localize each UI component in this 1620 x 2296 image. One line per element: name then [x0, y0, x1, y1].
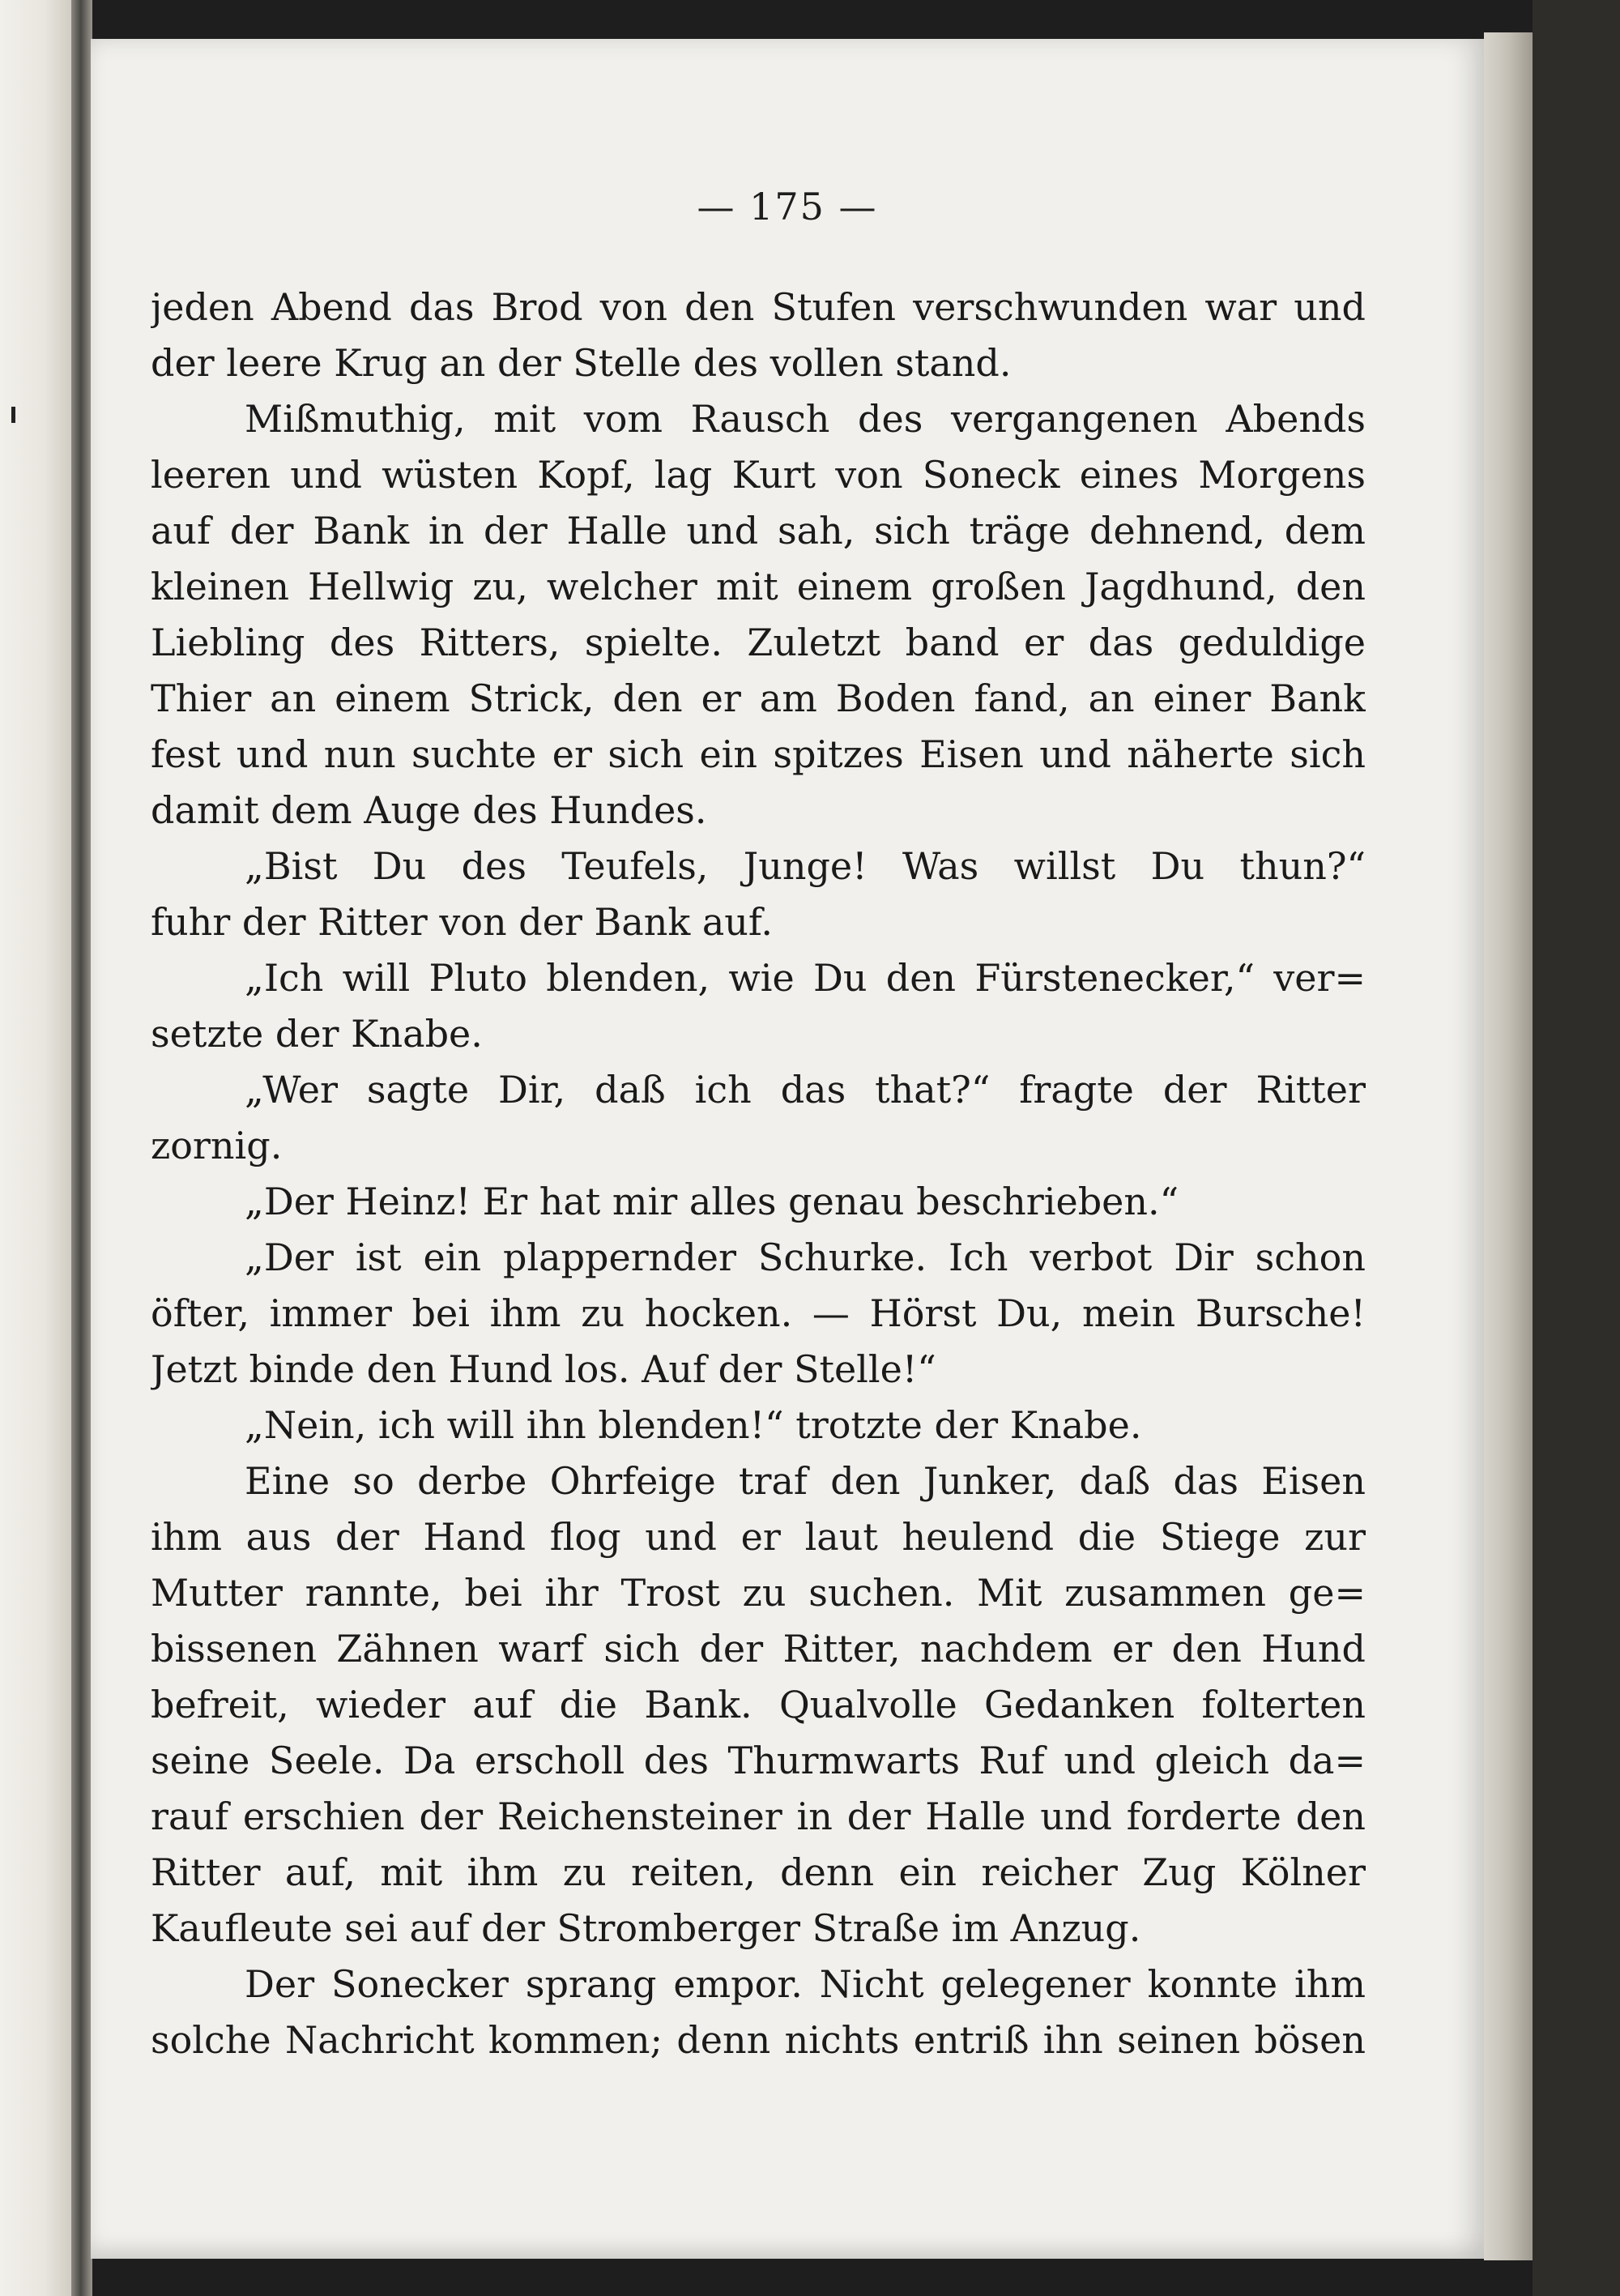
- text-line: der leere Krug an der Stelle des vollen stand.: [151, 341, 1012, 385]
- text-line: Jetzt binde den Hund los. Auf der Stelle!“: [151, 1347, 936, 1391]
- text-line: „Ich will Pluto blenden, wie Du den Fürstenecker,“ ver=: [245, 956, 1366, 1000]
- book-cover-edge: [1533, 0, 1620, 2296]
- text-line: „Nein, ich will ihn blenden!“ trotzte der Knabe.: [245, 1403, 1142, 1447]
- text-line: Eine so derbe Ohrfeige traf den Junker, daß das Eisen: [245, 1459, 1366, 1503]
- text-line: „Der Heinz! Er hat mir alles genau beschrieben.“: [245, 1180, 1179, 1223]
- text-line: jeden Abend das Brod von den Stufen verschwunden war und: [151, 285, 1366, 329]
- text-line: zornig.: [151, 1124, 283, 1167]
- text-line: rauf erschien der Reichensteiner in der Halle und forderte den: [151, 1795, 1366, 1838]
- text-line: „Der ist ein plappernder Schurke. Ich verbot Dir schon: [245, 1235, 1366, 1279]
- text-line: Mutter rannte, bei ihr Trost zu suchen. Mit zusammen ge=: [151, 1571, 1366, 1615]
- left-page-edge: [0, 0, 73, 2296]
- text-line: auf der Bank in der Halle und sah, sich träge dehnend, dem: [151, 509, 1366, 553]
- text-line: Liebling des Ritters, spielte. Zuletzt band er das geduldige: [151, 621, 1366, 664]
- text-line: Der Sonecker sprang empor. Nicht gelegener konnte ihm: [245, 1962, 1366, 2006]
- text-line: Ritter auf, mit ihm zu reiten, denn ein reicher Zug Kölner: [151, 1850, 1366, 1894]
- page-number: — 175 —: [697, 185, 878, 228]
- text-line: „Wer sagte Dir, daß ich das that?“ fragte der Ritter: [245, 1068, 1366, 1112]
- text-line: seine Seele. Da erscholl des Thurmwarts Ruf und gleich da=: [151, 1739, 1366, 1782]
- text-line: Thier an einem Strick, den er am Boden fand, an einer Bank: [151, 676, 1366, 720]
- text-line: setzte der Knabe.: [151, 1012, 483, 1056]
- text-line: „Bist Du des Teufels, Junge! Was willst Du thun?“: [245, 844, 1366, 888]
- text-line: ihm aus der Hand flog und er laut heulend die Stiege zur: [151, 1515, 1366, 1559]
- text-line: fest und nun suchte er sich ein spitzes Eisen und näherte sich: [151, 732, 1366, 776]
- text-line: befreit, wieder auf die Bank. Qualvolle Gedanken folterten: [151, 1683, 1366, 1726]
- text-line: bissenen Zähnen warf sich der Ritter, nachdem er den Hund: [151, 1627, 1366, 1671]
- text-line: solche Nachricht kommen; denn nichts entriß ihn seinen bösen: [151, 2018, 1366, 2062]
- book-gutter: [71, 0, 92, 2296]
- text-line: kleinen Hellwig zu, welcher mit einem großen Jagdhund, den: [151, 565, 1366, 608]
- page-stack-edge: [1484, 32, 1533, 2260]
- page-body-text: [151, 280, 1366, 2068]
- text-line: Mißmuthig, mit vom Rausch des vergangenen Abends: [245, 397, 1366, 441]
- text-line: damit dem Auge des Hundes.: [151, 788, 707, 832]
- text-line: Kaufleute sei auf der Stromberger Straße im Anzug.: [151, 1906, 1141, 1950]
- left-page-mark: [11, 407, 15, 423]
- text-line: öfter, immer bei ihm zu hocken. — Hörst Du, mein Bursche!: [151, 1291, 1366, 1335]
- text-line: leeren und wüsten Kopf, lag Kurt von Soneck eines Morgens: [151, 453, 1366, 497]
- text-line: fuhr der Ritter von der Bank auf.: [151, 900, 773, 944]
